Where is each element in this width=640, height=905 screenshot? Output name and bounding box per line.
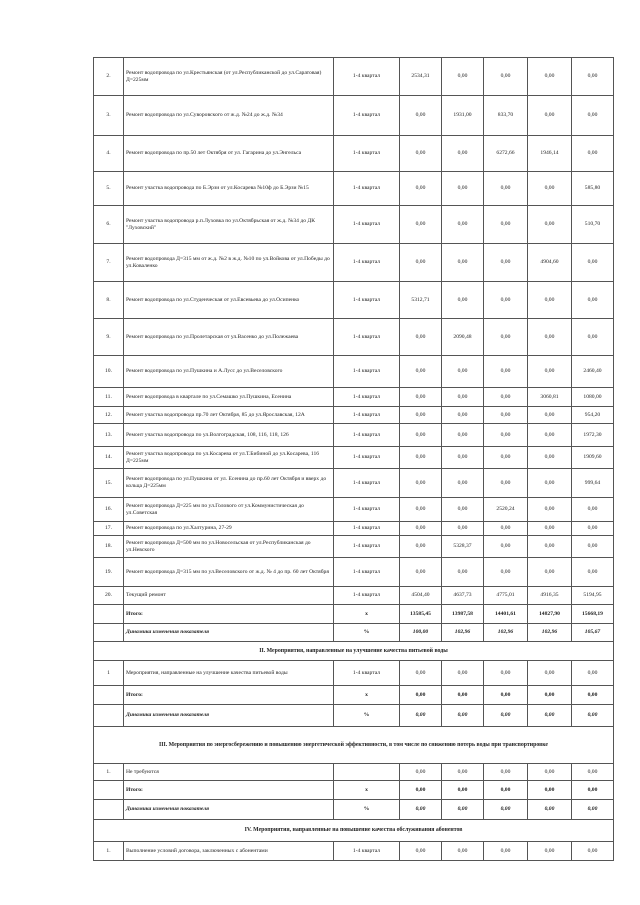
measure-name: Ремонт водопровода Д=315 мм от ж.д. №2 в ж.д. №10 по ул.Войкова от ул.Победы до ул.Коваленко xyxy=(124,244,334,282)
period-cell: 1-4 квартал xyxy=(334,206,400,244)
period-cell: 1-4 квартал xyxy=(334,469,400,498)
value-cell: 0,00 xyxy=(400,244,442,282)
table-row xyxy=(94,407,614,424)
value-cell: 0,00 xyxy=(528,424,572,447)
section-heading-row xyxy=(94,820,614,842)
value-cell: 0,00 xyxy=(400,96,442,136)
table-row xyxy=(94,498,614,522)
value-cell: 102,96 xyxy=(442,624,484,642)
value-cell: 999,64 xyxy=(572,469,614,498)
value-cell: 0,00 xyxy=(528,172,572,206)
period-cell: % xyxy=(334,705,400,727)
value-cell: 0,00 xyxy=(484,172,528,206)
value-cell: 4904,60 xyxy=(528,244,572,282)
value-cell: 0,00 xyxy=(484,536,528,558)
row-number: 12. xyxy=(94,407,124,424)
measure-name: Выполнение условий договора, заключенных с абонентами xyxy=(124,842,334,861)
value-cell: 0,00 xyxy=(400,764,442,781)
value-cell: 0,00 xyxy=(442,705,484,727)
value-cell: 0,00 xyxy=(400,206,442,244)
value-cell: 0,00 xyxy=(442,282,484,319)
measure-name: Итого: xyxy=(124,781,334,800)
row-number: 16. xyxy=(94,498,124,522)
value-cell: 0,00 xyxy=(400,319,442,356)
value-cell: 0,00 xyxy=(572,522,614,536)
measure-name: Ремонт водопровода Д=225 мм по ул.Голового от ул.Коммунистическая до ул.Советская xyxy=(124,498,334,522)
value-cell: 0,00 xyxy=(400,469,442,498)
value-cell: 0,00 xyxy=(484,388,528,407)
value-cell: 0,00 xyxy=(528,558,572,587)
period-cell: 1-4 квартал xyxy=(334,424,400,447)
value-cell: 0,00 xyxy=(400,498,442,522)
value-cell: 0,00 xyxy=(528,447,572,469)
value-cell: 0,00 xyxy=(528,661,572,686)
value-cell: 100,00 xyxy=(400,624,442,642)
value-cell: 0,00 xyxy=(528,498,572,522)
value-cell: 1972,30 xyxy=(572,424,614,447)
table-row xyxy=(94,96,614,136)
value-cell: 0,00 xyxy=(528,96,572,136)
measure-name: Ремонт участка водопровода по ул.Волгоградская, 108, 116, 118, 126 xyxy=(124,424,334,447)
value-cell: 0,00 xyxy=(528,206,572,244)
value-cell: 4504,40 xyxy=(400,587,442,605)
row-number xyxy=(94,624,124,642)
value-cell: 102,96 xyxy=(528,624,572,642)
value-cell: 0,00 xyxy=(484,522,528,536)
value-cell: 0,00 xyxy=(572,764,614,781)
value-cell: 0,00 xyxy=(484,407,528,424)
value-cell: 0,00 xyxy=(400,705,442,727)
value-cell: 0,00 xyxy=(400,172,442,206)
value-cell: 0,00 xyxy=(442,661,484,686)
value-cell: 0,00 xyxy=(442,842,484,861)
value-cell: 0,00 xyxy=(572,800,614,820)
table-row xyxy=(94,447,614,469)
table-row xyxy=(94,319,614,356)
row-number xyxy=(94,705,124,727)
value-cell: 0,00 xyxy=(400,522,442,536)
row-number: 3. xyxy=(94,96,124,136)
measure-name: Мероприятия, направленные на улучшение качества питьевой воды xyxy=(124,661,334,686)
total-row xyxy=(94,781,614,800)
table-row xyxy=(94,388,614,407)
value-cell: 14827,90 xyxy=(528,605,572,624)
value-cell: 0,00 xyxy=(572,686,614,705)
value-cell: 0,00 xyxy=(484,764,528,781)
value-cell: 0,00 xyxy=(400,447,442,469)
period-cell: % xyxy=(334,624,400,642)
table-row xyxy=(94,536,614,558)
value-cell: 0,00 xyxy=(484,424,528,447)
value-cell: 0,00 xyxy=(400,424,442,447)
value-cell: 0,00 xyxy=(442,558,484,587)
row-number: 5. xyxy=(94,172,124,206)
table-row xyxy=(94,842,614,861)
value-cell: 102,96 xyxy=(484,624,528,642)
table-row xyxy=(94,764,614,781)
table-row xyxy=(94,522,614,536)
value-cell: 0,00 xyxy=(400,686,442,705)
table-body xyxy=(94,58,614,861)
value-cell: 4775,01 xyxy=(484,587,528,605)
period-cell: 1-4 квартал xyxy=(334,407,400,424)
value-cell: 0,00 xyxy=(442,469,484,498)
row-number: 9. xyxy=(94,319,124,356)
value-cell: 0,00 xyxy=(442,388,484,407)
row-number: 1 xyxy=(94,661,124,686)
period-cell: 1-4 квартал xyxy=(334,136,400,172)
value-cell: 1931,00 xyxy=(442,96,484,136)
value-cell: 0,00 xyxy=(528,536,572,558)
value-cell: 0,00 xyxy=(484,319,528,356)
value-cell: 0,00 xyxy=(572,498,614,522)
section-heading-row xyxy=(94,727,614,764)
period-cell: 1-4 квартал xyxy=(334,96,400,136)
value-cell: 0,00 xyxy=(572,96,614,136)
value-cell: 0,00 xyxy=(484,781,528,800)
value-cell: 0,00 xyxy=(442,244,484,282)
value-cell: 0,00 xyxy=(442,407,484,424)
value-cell: 0,00 xyxy=(442,447,484,469)
value-cell: 0,00 xyxy=(484,447,528,469)
measure-name: Ремонт водопровода по ул.Крестьянская (от ул.Республиканской до ул.Саратовая) Д=225мм xyxy=(124,58,334,96)
value-cell: 0,00 xyxy=(528,319,572,356)
measure-name: Ремонт участка водопровода по ул.Косарева от ул.Т.Бибиной до ул.Косарева, 116 Д=225мм xyxy=(124,447,334,469)
measure-name: Ремонт водопровода по ул.Пушкина от ул. Есенина до пр.60 лет Октября и вверх до кольца Д=225мм xyxy=(124,469,334,498)
value-cell: 510,70 xyxy=(572,206,614,244)
period-cell xyxy=(334,764,400,781)
row-number: 4. xyxy=(94,136,124,172)
value-cell: 3060,81 xyxy=(528,388,572,407)
table-row xyxy=(94,136,614,172)
measure-name: Итого: xyxy=(124,605,334,624)
measure-name: Ремонт участка водопровода пр.70 лет Октября, 85 до ул.Ярославская, 12А xyxy=(124,407,334,424)
table-row xyxy=(94,661,614,686)
section-title: III. Мероприятия по энергосбережению и повышению энергетической эффективности, в том числе по снижению потерь воды при транспортировке xyxy=(94,727,614,764)
measure-name: Ремонт водопровода Д=315 мм по ул.Веселовского от ж.д. № 4 до пр. 60 лет Октября xyxy=(124,558,334,587)
value-cell: 954,20 xyxy=(572,407,614,424)
value-cell: 5194,95 xyxy=(572,587,614,605)
value-cell: 2090,48 xyxy=(442,319,484,356)
table-row xyxy=(94,282,614,319)
value-cell: 0,00 xyxy=(484,558,528,587)
measure-name: Ремонт водопровода по ул.Халтурина, 27-29 xyxy=(124,522,334,536)
measure-name: Ремонт водопровода по ул.Пушкина и А.Лусс до ул.Веселовского xyxy=(124,356,334,388)
value-cell: 0,00 xyxy=(484,705,528,727)
value-cell: 0,00 xyxy=(572,781,614,800)
period-cell: 1-4 квартал xyxy=(334,842,400,861)
value-cell: 0,00 xyxy=(528,356,572,388)
table-row xyxy=(94,356,614,388)
value-cell: 1946,14 xyxy=(528,136,572,172)
measure-name: Ремонт водопровода по ул.Пролетарская от ул.Васенко до ул.Полежаева xyxy=(124,319,334,356)
measure-name: Не требуются xyxy=(124,764,334,781)
value-cell: 0,00 xyxy=(400,558,442,587)
value-cell: 0,00 xyxy=(572,244,614,282)
period-cell: 1-4 квартал xyxy=(334,319,400,356)
value-cell: 0,00 xyxy=(442,58,484,96)
measures-table xyxy=(93,57,614,861)
value-cell: 0,00 xyxy=(442,686,484,705)
value-cell: 0,00 xyxy=(400,800,442,820)
value-cell: 2460,40 xyxy=(572,356,614,388)
value-cell: 2534,31 xyxy=(400,58,442,96)
total-row xyxy=(94,605,614,624)
row-number: 14. xyxy=(94,447,124,469)
value-cell: 13585,45 xyxy=(400,605,442,624)
value-cell: 0,00 xyxy=(442,498,484,522)
period-cell: 1-4 квартал xyxy=(334,388,400,407)
table-row xyxy=(94,172,614,206)
value-cell: 0,00 xyxy=(572,58,614,96)
value-cell: 0,00 xyxy=(528,800,572,820)
row-number: 13. xyxy=(94,424,124,447)
dynamics-row xyxy=(94,705,614,727)
table-row xyxy=(94,469,614,498)
row-number xyxy=(94,781,124,800)
value-cell: 0,00 xyxy=(572,536,614,558)
value-cell: 585,80 xyxy=(572,172,614,206)
measure-name: Динамика изменения показателя xyxy=(124,800,334,820)
row-number xyxy=(94,605,124,624)
table-row xyxy=(94,244,614,282)
value-cell: 0,00 xyxy=(442,522,484,536)
table-row xyxy=(94,587,614,605)
row-number: 19. xyxy=(94,558,124,587)
row-number: 2. xyxy=(94,58,124,96)
value-cell: 5312,71 xyxy=(400,282,442,319)
value-cell: 0,00 xyxy=(528,469,572,498)
value-cell: 0,00 xyxy=(528,522,572,536)
value-cell: 0,00 xyxy=(572,558,614,587)
measure-name: Динамика изменения показателя xyxy=(124,624,334,642)
value-cell: 0,00 xyxy=(400,536,442,558)
value-cell: 0,00 xyxy=(528,686,572,705)
value-cell: 0,00 xyxy=(484,661,528,686)
section-heading-row xyxy=(94,642,614,661)
period-cell: % xyxy=(334,800,400,820)
value-cell: 0,00 xyxy=(572,661,614,686)
measure-name: Ремонт водопровода по пр.50 лет Октября от ул. Гагарина до ул.Энгельса xyxy=(124,136,334,172)
value-cell: 0,00 xyxy=(484,58,528,96)
value-cell: 5328,37 xyxy=(442,536,484,558)
section-title: IV. Мероприятия, направленные на повышение качества обслуживания абонентов xyxy=(94,820,614,842)
measure-name: Ремонт участка водопровода по Б.Эрзи от ул.Косарева №10ф до Б.Эрзи №15 xyxy=(124,172,334,206)
value-cell: 0,00 xyxy=(442,356,484,388)
period-cell: 1-4 квартал xyxy=(334,282,400,319)
period-cell: 1-4 квартал xyxy=(334,498,400,522)
value-cell: 0,00 xyxy=(484,800,528,820)
period-cell: 1-4 квартал xyxy=(334,558,400,587)
measure-name: Ремонт участка водопровода р.п.Луховка по ул.Октябрьская от ж.д. №34 до ДК "Луховский" xyxy=(124,206,334,244)
value-cell: 0,00 xyxy=(400,356,442,388)
total-row xyxy=(94,686,614,705)
value-cell: 0,00 xyxy=(572,136,614,172)
value-cell: 4637,73 xyxy=(442,587,484,605)
value-cell: 0,00 xyxy=(400,842,442,861)
value-cell: 0,00 xyxy=(572,319,614,356)
value-cell: 0,00 xyxy=(400,407,442,424)
value-cell: 0,00 xyxy=(400,661,442,686)
period-cell: 1-4 квартал xyxy=(334,447,400,469)
measure-name: Ремонт водопровода в квартале по ул.Семашко ул.Пушкина, Есенина xyxy=(124,388,334,407)
value-cell: 0,00 xyxy=(442,764,484,781)
value-cell: 0,00 xyxy=(484,686,528,705)
period-cell: 1-4 квартал xyxy=(334,661,400,686)
value-cell: 2520,24 xyxy=(484,498,528,522)
value-cell: 105,67 xyxy=(572,624,614,642)
period-cell: х xyxy=(334,605,400,624)
value-cell: 0,00 xyxy=(442,800,484,820)
table-row xyxy=(94,558,614,587)
period-cell: 1-4 квартал xyxy=(334,58,400,96)
period-cell: 1-4 квартал xyxy=(334,356,400,388)
row-number: 10. xyxy=(94,356,124,388)
measure-name: Ремонт водопровода Д=500 мм по ул.Новосельская от ул.Республиканская до ул.Невского xyxy=(124,536,334,558)
value-cell: 0,00 xyxy=(528,842,572,861)
dynamics-row xyxy=(94,624,614,642)
value-cell: 0,00 xyxy=(528,407,572,424)
value-cell: 0,00 xyxy=(400,388,442,407)
table-row xyxy=(94,424,614,447)
measure-name: Ремонт водопровода по ул.Студенческая от ул.Евсевьева до ул.Осипенко xyxy=(124,282,334,319)
value-cell: 0,00 xyxy=(528,764,572,781)
value-cell: 0,00 xyxy=(442,206,484,244)
table-row xyxy=(94,58,614,96)
value-cell: 1080,00 xyxy=(572,388,614,407)
value-cell: 0,00 xyxy=(484,842,528,861)
value-cell: 0,00 xyxy=(528,781,572,800)
value-cell: 0,00 xyxy=(442,136,484,172)
section-title: II. Мероприятия, направленные на улучшение качества питьевой воды xyxy=(94,642,614,661)
value-cell: 1909,60 xyxy=(572,447,614,469)
value-cell: 0,00 xyxy=(484,469,528,498)
table-row xyxy=(94,206,614,244)
value-cell: 0,00 xyxy=(484,282,528,319)
value-cell: 0,00 xyxy=(442,172,484,206)
row-number xyxy=(94,800,124,820)
measure-name: Итого: xyxy=(124,686,334,705)
value-cell: 0,00 xyxy=(528,282,572,319)
period-cell: 1-4 квартал xyxy=(334,172,400,206)
row-number: 20. xyxy=(94,587,124,605)
value-cell: 0,00 xyxy=(484,356,528,388)
row-number: 1. xyxy=(94,842,124,861)
row-number: 6. xyxy=(94,206,124,244)
dynamics-row xyxy=(94,800,614,820)
value-cell: 0,00 xyxy=(528,58,572,96)
row-number: 1. xyxy=(94,764,124,781)
value-cell: 6272,66 xyxy=(484,136,528,172)
row-number: 17. xyxy=(94,522,124,536)
value-cell: 13987,58 xyxy=(442,605,484,624)
value-cell: 15668,19 xyxy=(572,605,614,624)
value-cell: 0,00 xyxy=(400,781,442,800)
measure-name: Ремонт водопровода по ул.Суворовского от ж.д. №24 до ж.д. №34 xyxy=(124,96,334,136)
row-number: 7. xyxy=(94,244,124,282)
period-cell: 1-4 квартал xyxy=(334,244,400,282)
period-cell: 1-4 квартал xyxy=(334,522,400,536)
period-cell: 1-4 квартал xyxy=(334,587,400,605)
period-cell: 1-4 квартал xyxy=(334,536,400,558)
value-cell: 0,00 xyxy=(572,705,614,727)
measure-name: Динамика изменения показателя xyxy=(124,705,334,727)
row-number: 15. xyxy=(94,469,124,498)
period-cell: х xyxy=(334,781,400,800)
value-cell: 0,00 xyxy=(572,282,614,319)
value-cell: 4916,35 xyxy=(528,587,572,605)
period-cell: х xyxy=(334,686,400,705)
value-cell: 0,00 xyxy=(400,136,442,172)
row-number: 8. xyxy=(94,282,124,319)
row-number xyxy=(94,686,124,705)
value-cell: 0,00 xyxy=(442,424,484,447)
value-cell: 0,00 xyxy=(442,781,484,800)
value-cell: 0,00 xyxy=(484,206,528,244)
measure-name: Текущий ремонт xyxy=(124,587,334,605)
value-cell: 0,00 xyxy=(484,244,528,282)
row-number: 11. xyxy=(94,388,124,407)
value-cell: 14401,61 xyxy=(484,605,528,624)
value-cell: 0,00 xyxy=(572,842,614,861)
row-number: 18. xyxy=(94,536,124,558)
value-cell: 833,70 xyxy=(484,96,528,136)
value-cell: 0,00 xyxy=(528,705,572,727)
